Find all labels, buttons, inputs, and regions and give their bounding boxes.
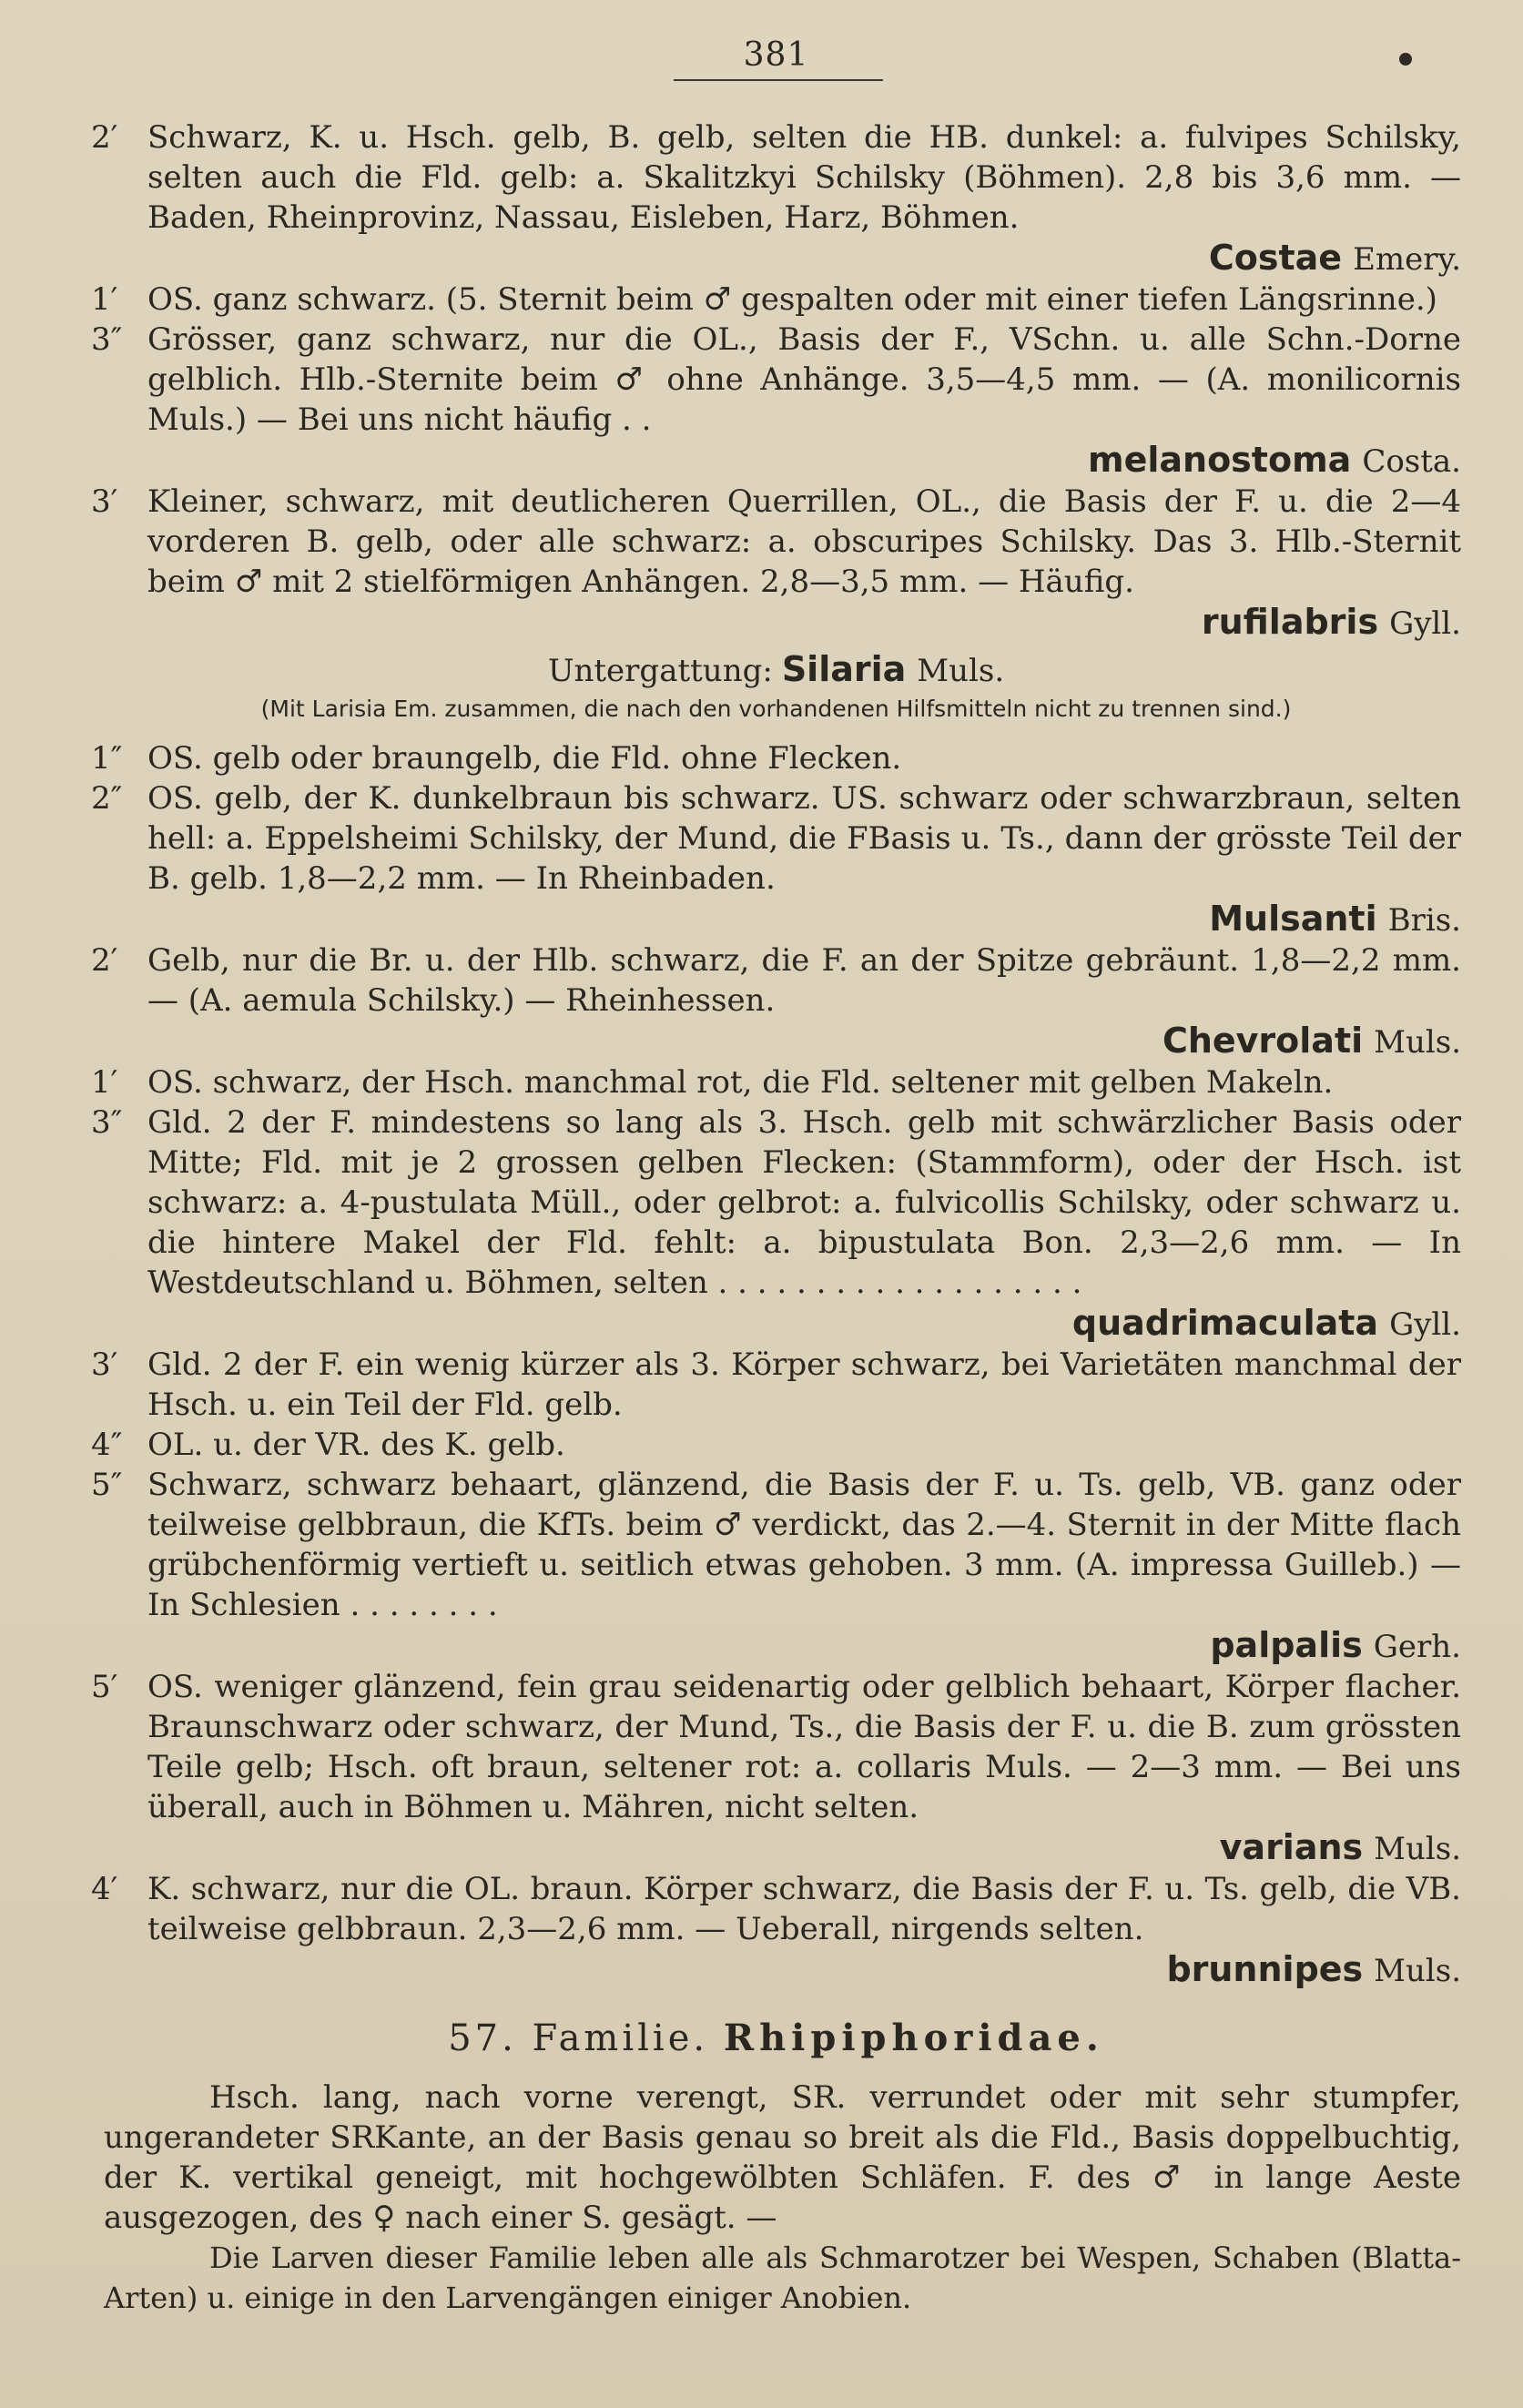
couplet-number: 3′	[91, 483, 118, 520]
key-entry	[91, 117, 1461, 279]
entry-text: Gld. 2 der F. mindestens so lang als 3. Hsch. gelb mit schwärzlicher Basis oder Mitte; Fld. mit je 2 grossen gelben Flecken: (Stammform), oder der Hsch. ist schwarz: a. 4-pustulata Müll., oder gelbrot: a. fulvicollis Schilsky, oder schwarz u. die hintere Makel der Fld. fehlt: a. bipustulata Bon. 2,3—2,6 mm. — In Westdeutschland u. Böhmen, selten . . . . . . . . . . . . . . . . . . .	[147, 1104, 1461, 1301]
species-name: Mulsanti	[1209, 899, 1377, 939]
species-author: Bris.	[1387, 902, 1461, 939]
key-entry	[91, 1062, 1461, 1102]
key-entry	[91, 1345, 1461, 1425]
family-prefix: 57. Familie.	[448, 2017, 709, 2059]
page-number: 381	[743, 36, 809, 74]
couplet-number: 3″	[91, 321, 123, 358]
entry-text: Grösser, ganz schwarz, nur die OL., Basis der F., VSchn. u. alle Schn.-Dorne gelblich. Hlb.-Sternite beim ♂ ohne Anhänge. 3,5—4,5 mm. — (A. monilicornis Muls.) — Bei uns nicht häufig . .	[147, 321, 1461, 438]
key-entry	[91, 738, 1461, 778]
species-name: quadrimaculata	[1071, 1303, 1379, 1343]
couplet-number: 4″	[91, 1427, 123, 1463]
couplet-number: 1′	[91, 1064, 118, 1101]
key-entry	[91, 778, 1461, 940]
entry-text: Gelb, nur die Br. u. der Hlb. schwarz, die F. an der Spitze gebräunt. 1,8—2,2 mm. — (A. aemula Schilsky.) — Rheinhessen.	[147, 942, 1461, 1019]
species-name: Chevrolati	[1162, 1021, 1364, 1061]
subgenus-note: (Mit Larisia Em. zusammen, die nach den vorhandenen Hilfsmitteln nicht zu trennen sind.)	[260, 696, 1292, 722]
species-author: Muls.	[1374, 1831, 1461, 1867]
family-description: Hsch. lang, nach vorne verengt, SR. verrundet oder mit sehr stumpfer, ungerandeter SRKante, an der Basis genau so breit als die Fld., Basis doppelbuchtig, der K. vertikal geneigt, mit hochgewölbten Schläfen. F. des ♂ in lange Aeste ausgezogen, des ♀ nach einer S. gesägt. —	[104, 2079, 1461, 2236]
species-name: brunnipes	[1166, 1949, 1364, 1989]
family-larvae-note: Die Larven dieser Familie leben alle als Schmarotzer bei Wespen, Schaben (Blatta-Arten) u. einige in den Larvengängen einiger Anobien.	[104, 2240, 1461, 2315]
key-entry	[91, 1667, 1461, 1869]
key-entry	[91, 1869, 1461, 1991]
species-name: varians	[1219, 1827, 1364, 1867]
subgenus-prefix: Untergattung:	[547, 653, 773, 689]
entry-text: Kleiner, schwarz, mit deutlicheren Querrillen, OL., die Basis der F. u. die 2—4 vorderen B. gelb, oder alle schwarz: a. obscuripes Schilsky. Das 3. Hlb.-Sternit beim ♂ mit 2 stielförmigen Anhängen. 2,8—3,5 mm. — Häufig.	[147, 483, 1461, 600]
species-name: melanostoma	[1087, 440, 1352, 480]
couplet-number: 3′	[91, 1346, 118, 1383]
header-rule	[674, 79, 883, 81]
subgenus-name: Silaria	[781, 649, 907, 689]
ink-spot	[1399, 53, 1412, 66]
entry-text: Schwarz, K. u. Hsch. gelb, B. gelb, selten die HB. dunkel: a. fulvipes Schilsky, selten auch die Fld. gelb: a. Skalitzkyi Schilsky (Böhmen). 2,8 bis 3,6 mm. — Baden, Rheinprovinz, Nassau, Eisleben, Harz, Böhmen.	[147, 119, 1461, 236]
entry-text: OS. gelb oder braungelb, die Fld. ohne Flecken.	[147, 740, 902, 777]
key-entry	[91, 482, 1461, 644]
key-entry	[91, 1102, 1461, 1345]
couplet-number: 5′	[91, 1669, 118, 1705]
couplet-number: 5″	[91, 1467, 123, 1503]
couplet-number: 1′	[91, 281, 118, 318]
entry-text: Schwarz, schwarz behaart, glänzend, die Basis der F. u. Ts. gelb, VB. ganz oder teilweise gelbbraun, die KfTs. beim ♂ verdickt, das 2.—4. Sternit in der Mitte flach grübchenförmig vertieft u. seitlich etwas gehoben. 3 mm. (A. impressa Guilleb.) — In Schlesien . . . . . . . .	[147, 1467, 1461, 1623]
species-author: Costa.	[1362, 443, 1461, 480]
couplet-number: 2′	[91, 942, 118, 979]
key-entry	[91, 940, 1461, 1062]
subgenus-heading	[91, 649, 1461, 691]
species-name: palpalis	[1210, 1625, 1363, 1665]
entry-text: OS. schwarz, der Hsch. manchmal rot, die Fld. seltener mit gelben Makeln.	[147, 1064, 1334, 1101]
couplet-number: 2″	[91, 780, 123, 817]
couplet-number: 1″	[91, 740, 123, 777]
entry-text: K. schwarz, nur die OL. braun. Körper schwarz, die Basis der F. u. Ts. gelb, die VB. teilweise gelbbraun. 2,3—2,6 mm. — Ueberall, nirgends selten.	[147, 1871, 1461, 1947]
key-entries	[91, 117, 1461, 1991]
species-author: Muls.	[1374, 1024, 1461, 1061]
species-author: Muls.	[1374, 1953, 1461, 1989]
species-author: Gyll.	[1389, 605, 1461, 642]
species-name: rufilabris	[1201, 602, 1379, 642]
species-name: Costae	[1208, 238, 1343, 278]
couplet-number: 4′	[91, 1871, 118, 1907]
entry-text: OS. ganz schwarz. (5. Sternit beim ♂ gespalten oder mit einer tiefen Längsrinne.)	[147, 281, 1437, 318]
key-entry	[91, 1425, 1461, 1465]
subgenus-author: Muls.	[917, 653, 1005, 689]
key-entry	[91, 1465, 1461, 1667]
entry-text: OS. weniger glänzend, fein grau seidenartig oder gelblich behaart, Körper flacher. Braunschwarz oder schwarz, der Mund, Ts., die Basis der F. u. die B. zum grössten Teile gelb; Hsch. oft braun, seltener rot: a. collaris Muls. — 2—3 mm. — Bei uns überall, auch in Böhmen u. Mähren, nicht selten.	[147, 1669, 1461, 1825]
species-author: Emery.	[1353, 241, 1461, 278]
species-author: Gyll.	[1389, 1306, 1461, 1343]
entry-text: Gld. 2 der F. ein wenig kürzer als 3. Körper schwarz, bei Varietäten manchmal der Hsch. u. ein Teil der Fld. gelb.	[147, 1346, 1461, 1423]
couplet-number: 2′	[91, 119, 118, 156]
family-heading	[91, 2017, 1461, 2059]
key-entry	[91, 279, 1461, 320]
entry-text: OL. u. der VR. des K. gelb.	[147, 1427, 565, 1463]
key-entry	[91, 320, 1461, 482]
species-author: Gerh.	[1373, 1629, 1461, 1665]
couplet-number: 3″	[91, 1104, 123, 1141]
entry-text: OS. gelb, der K. dunkelbraun bis schwarz. US. schwarz oder schwarzbraun, selten hell: a. Eppelsheimi Schilsky, der Mund, die FBasis u. Ts., dann der grösste Teil der B. gelb. 1,8—2,2 mm. — In Rheinbaden.	[147, 780, 1461, 897]
family-name: Rhipiphoridae.	[723, 2017, 1104, 2059]
